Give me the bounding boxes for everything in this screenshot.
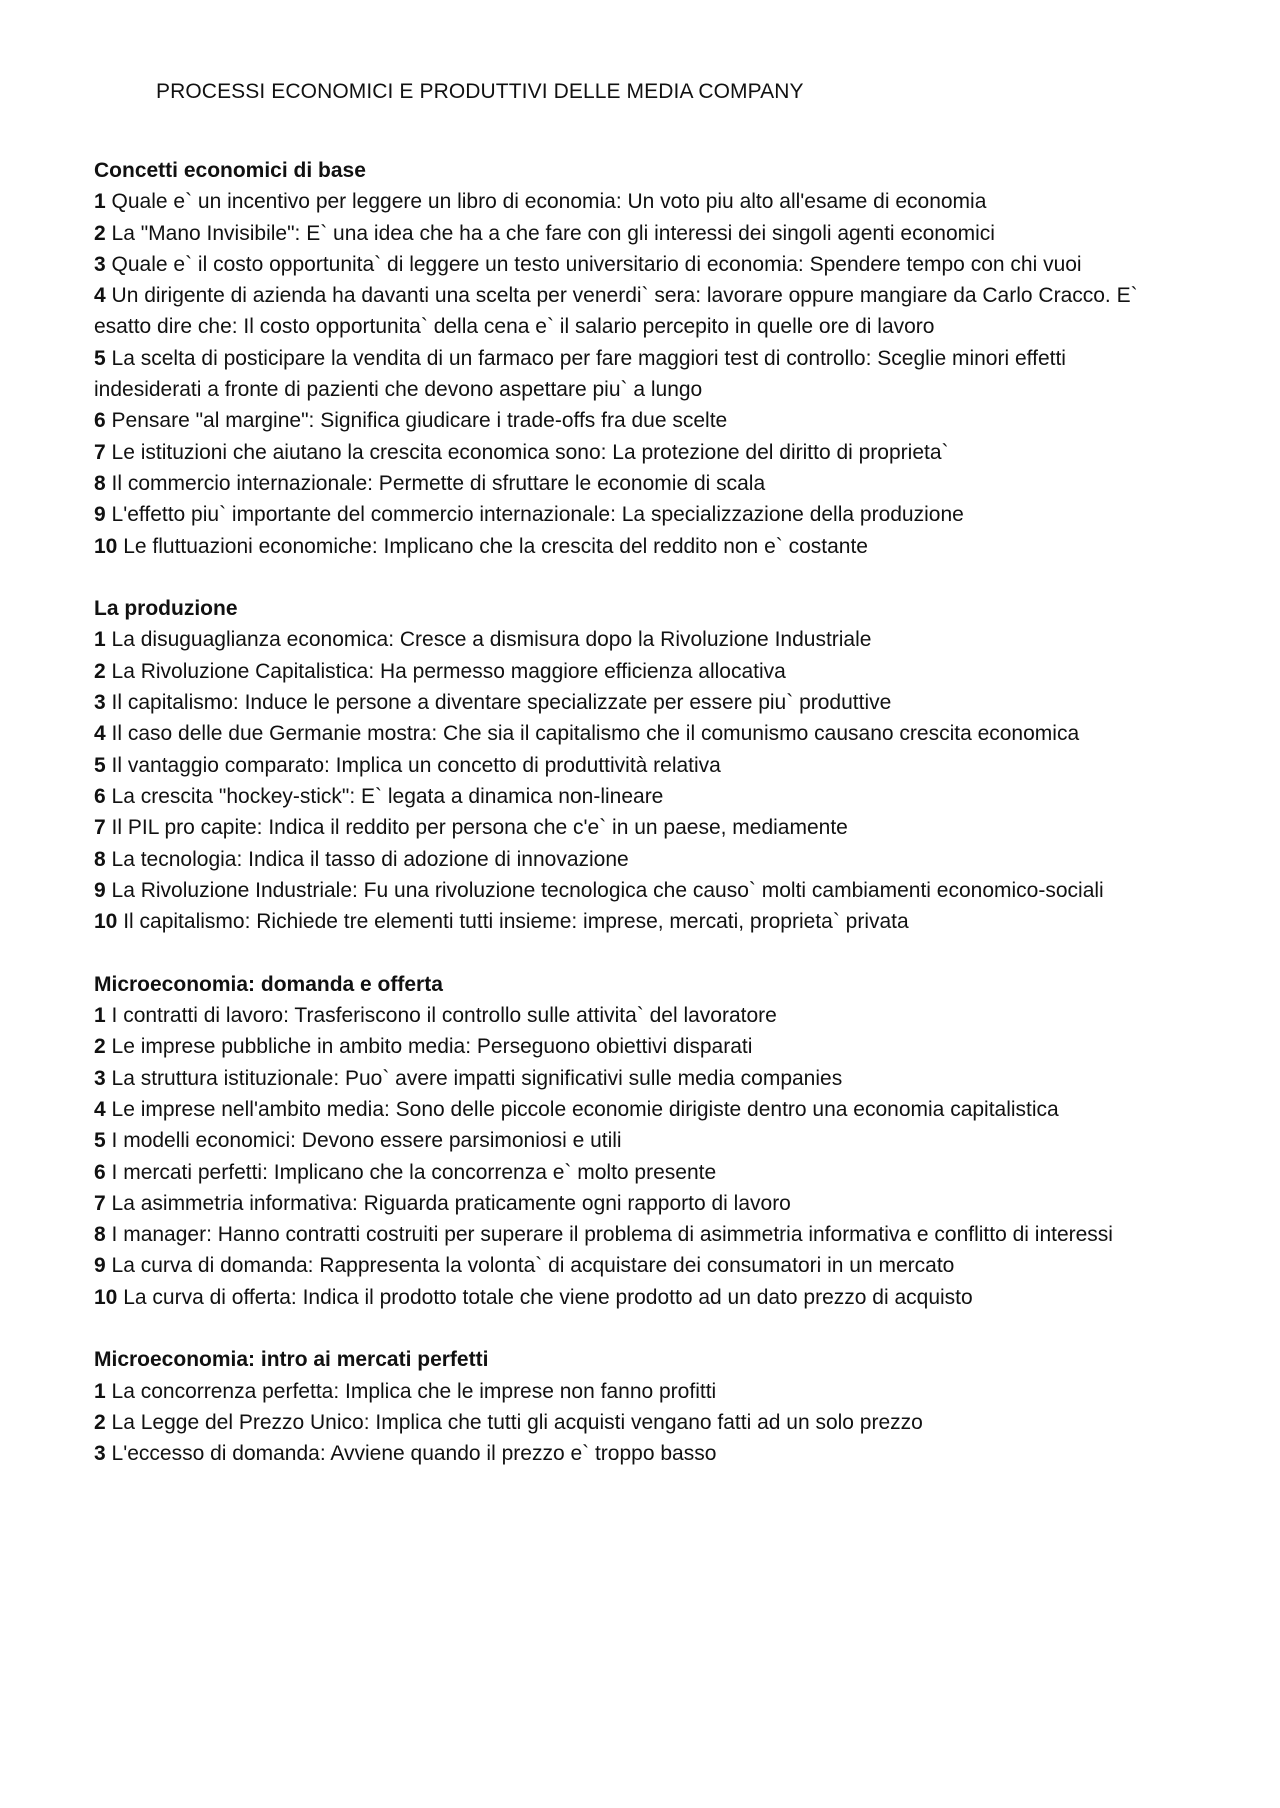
question-item (94, 1063, 1174, 1094)
question-text: Il PIL pro capite: Indica il reddito per persona che c'e` in un paese, mediamente (111, 816, 848, 840)
section-title: Concetti economici di base (94, 159, 366, 182)
question-text: Le fluttuazioni economiche: Implicano che la crescita del reddito non e` costante (123, 534, 868, 558)
section (94, 155, 1174, 562)
question-item (94, 906, 1174, 937)
question-number: 1 (94, 1004, 106, 1028)
question-text: Il caso delle due Germanie mostra: Che sia il capitalismo che il comunismo causano crescita economica (111, 722, 1080, 746)
question-text: Il vantaggio comparato: Implica un concetto di produttività relativa (111, 753, 721, 777)
question-item (94, 437, 1174, 468)
question-item (94, 875, 1174, 906)
question-text: L'effetto piu` importante del commercio internazionale: La specializzazione della produzione (111, 503, 964, 527)
question-text: I manager: Hanno contratti costruiti per superare il problema di asimmetria informativa e conflitto di interessi (111, 1223, 1113, 1247)
question-item (94, 624, 1174, 655)
question-number: 2 (94, 1410, 106, 1434)
question-number: 3 (94, 252, 106, 276)
question-item (94, 844, 1174, 875)
question-number: 8 (94, 1223, 106, 1247)
question-item (94, 1407, 1174, 1438)
question-number: 6 (94, 1160, 106, 1184)
question-number: 5 (94, 346, 106, 370)
document-title: PROCESSI ECONOMICI E PRODUTTIVI DELLE MEDIA COMPANY (156, 80, 804, 103)
question-number: 3 (94, 1442, 106, 1466)
question-item (94, 750, 1174, 781)
question-number: 3 (94, 1066, 106, 1090)
question-text: La asimmetria informativa: Riguarda praticamente ogni rapporto di lavoro (111, 1191, 791, 1215)
question-number: 8 (94, 471, 106, 495)
question-number: 9 (94, 1254, 106, 1278)
question-number: 10 (94, 910, 118, 934)
question-item (94, 499, 1174, 530)
question-text: Le imprese pubbliche in ambito media: Perseguono obiettivi disparati (111, 1035, 753, 1059)
question-item (94, 1094, 1174, 1125)
section-title: La produzione (94, 597, 238, 621)
question-item (94, 280, 1174, 343)
question-item (94, 531, 1174, 562)
document-body (94, 155, 1174, 1501)
question-number: 1 (94, 1379, 106, 1403)
question-text: La concorrenza perfetta: Implica che le imprese non fanno profitti (111, 1379, 717, 1403)
question-text: I mercati perfetti: Implicano che la concorrenza e` molto presente (111, 1160, 717, 1184)
question-text: La struttura istituzionale: Puo` avere impatti significativi sulle media companies (111, 1066, 843, 1090)
question-text: La Rivoluzione Capitalistica: Ha permesso maggiore efficienza allocativa (111, 659, 786, 683)
question-text: Il capitalismo: Induce le persone a diventare specializzate per essere piu` produttive (111, 691, 892, 715)
question-text: Pensare "al margine": Significa giudicare i trade-offs fra due scelte (111, 409, 728, 433)
section (94, 1344, 1174, 1469)
question-text: La curva di offerta: Indica il prodotto totale che viene prodotto ad un dato prezzo di acquisto (123, 1285, 973, 1309)
section-title: Microeconomia: domanda e offerta (94, 972, 443, 996)
question-number: 2 (94, 659, 106, 683)
question-text: Le imprese nell'ambito media: Sono delle piccole economie dirigiste dentro una economia capitalistica (111, 1097, 1059, 1121)
question-item (94, 249, 1174, 280)
question-number: 7 (94, 1191, 106, 1215)
question-number: 3 (94, 691, 106, 715)
question-number: 7 (94, 816, 106, 840)
question-item (94, 186, 1174, 217)
question-item (94, 812, 1174, 843)
question-number: 7 (94, 440, 106, 464)
question-text: Il commercio internazionale: Permette di sfruttare le economie di scala (111, 471, 766, 495)
question-item (94, 718, 1174, 749)
question-item (94, 781, 1174, 812)
question-number: 10 (94, 534, 118, 558)
question-item (94, 405, 1174, 436)
question-text: La disuguaglianza economica: Cresce a dismisura dopo la Rivoluzione Industriale (111, 628, 872, 652)
question-text: La Legge del Prezzo Unico: Implica che tutti gli acquisti vengano fatti ad un solo prezzo (111, 1410, 923, 1434)
question-number: 8 (94, 847, 106, 871)
question-item (94, 1250, 1174, 1281)
question-item (94, 1376, 1174, 1407)
question-number: 10 (94, 1285, 118, 1309)
question-text: La "Mano Invisibile": E` una idea che ha a che fare con gli interessi dei singoli agenti economici (111, 221, 995, 245)
question-item (94, 1438, 1174, 1469)
question-text: Quale e` un incentivo per leggere un libro di economia: Un voto piu alto all'esame di economia (111, 190, 987, 214)
question-item (94, 468, 1174, 499)
question-number: 2 (94, 1035, 106, 1059)
question-number: 4 (94, 722, 106, 746)
question-number: 9 (94, 503, 106, 527)
question-number: 4 (94, 1097, 106, 1121)
question-text: L'eccesso di domanda: Avviene quando il prezzo e` troppo basso (111, 1442, 717, 1466)
question-item (94, 218, 1174, 249)
question-number: 9 (94, 878, 106, 902)
section-title: Microeconomia: intro ai mercati perfetti (94, 1348, 489, 1372)
question-text: Le istituzioni che aiutano la crescita economica sono: La protezione del diritto di proprieta` (111, 440, 949, 464)
question-item (94, 1188, 1174, 1219)
question-number: 6 (94, 784, 106, 808)
question-text: La tecnologia: Indica il tasso di adozione di innovazione (111, 847, 629, 871)
question-text: La curva di domanda: Rappresenta la volonta` di acquistare dei consumatori in un mercato (111, 1254, 955, 1278)
question-number: 5 (94, 753, 106, 777)
question-text: La Rivoluzione Industriale: Fu una rivoluzione tecnologica che causo` molti cambiamenti economico-sociali (111, 878, 1104, 902)
question-item (94, 1000, 1174, 1031)
question-text: Un dirigente di azienda ha davanti una scelta per venerdi` sera: lavorare oppure mangiare da Carlo Cracco. E` esatto dire che: Il costo opportunita` della cena e` il salario percepito in quelle ore di lavoro (94, 284, 1138, 339)
question-number: 1 (94, 190, 106, 214)
question-item (94, 1282, 1174, 1313)
question-item (94, 343, 1174, 406)
question-text: I modelli economici: Devono essere parsimoniosi e utili (111, 1129, 622, 1153)
section (94, 969, 1174, 1313)
question-number: 6 (94, 409, 106, 433)
section (94, 593, 1174, 937)
question-item (94, 656, 1174, 687)
question-text: Il capitalismo: Richiede tre elementi tutti insieme: imprese, mercati, proprieta` privata (123, 910, 909, 934)
question-item (94, 687, 1174, 718)
question-item (94, 1157, 1174, 1188)
question-number: 5 (94, 1129, 106, 1153)
question-text: Quale e` il costo opportunita` di leggere un testo universitario di economia: Spendere tempo con chi vuoi (111, 252, 1082, 276)
question-number: 1 (94, 628, 106, 652)
question-number: 2 (94, 221, 106, 245)
question-item (94, 1219, 1174, 1250)
question-number: 4 (94, 284, 106, 308)
question-item (94, 1031, 1174, 1062)
question-text: La crescita "hockey-stick": E` legata a dinamica non-lineare (111, 784, 664, 808)
question-text: La scelta di posticipare la vendita di un farmaco per fare maggiori test di controllo: Sceglie minori effetti indesiderati a fronte di pazienti che devono aspettare piu` a lungo (94, 346, 1066, 402)
question-text: I contratti di lavoro: Trasferiscono il controllo sulle attivita` del lavoratore (111, 1004, 777, 1028)
question-item (94, 1125, 1174, 1156)
